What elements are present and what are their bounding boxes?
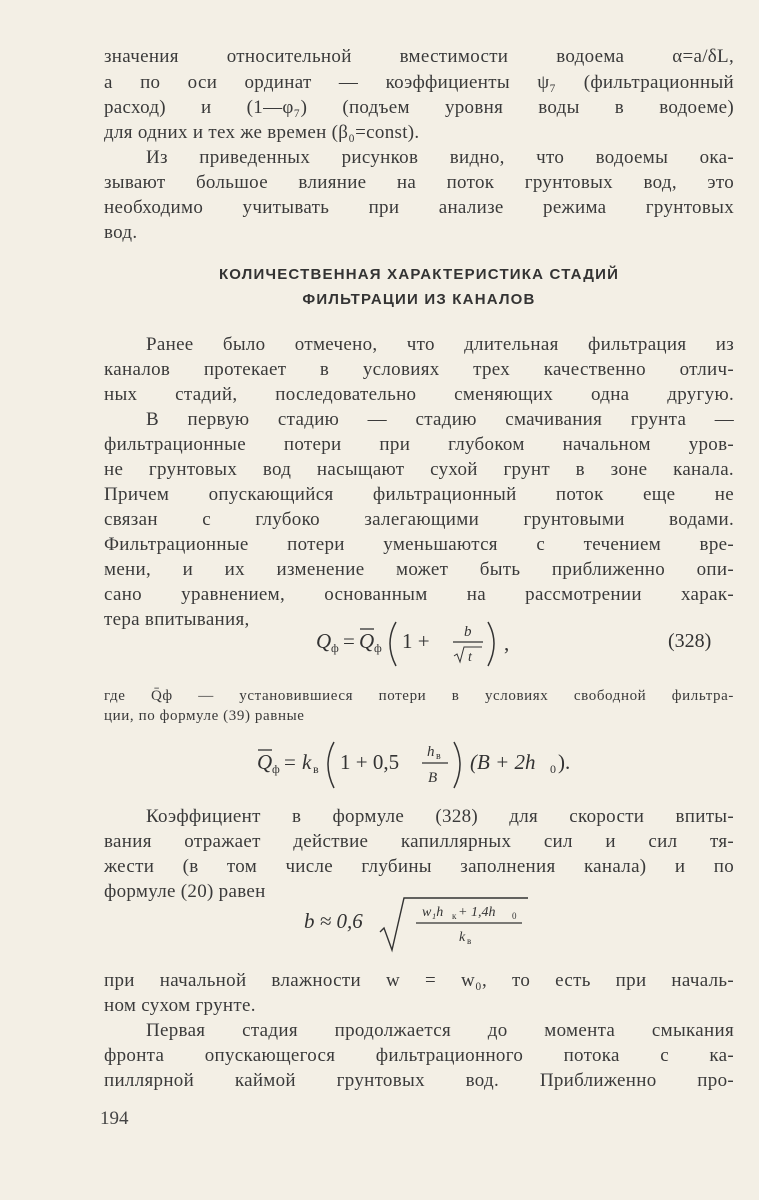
text-line: В первую стадию — стадию смачивания грунта — [146, 409, 734, 430]
text-line: каналов протекает в условиях трех качественно отлич- [104, 359, 734, 380]
eq2-lhs-sub: ф [272, 762, 280, 776]
eq-rhs-q: Q [359, 629, 375, 653]
text-line: при начальной влажности w = w₀, то есть при началь- [104, 970, 734, 991]
text-line: тера впитывания, [104, 609, 250, 630]
eq2-sign: = [284, 750, 296, 774]
text-line: Ранее было отмечено, что длительная фильтрация из [146, 334, 734, 355]
eq3-den: k [459, 930, 466, 945]
eq2-k-sub: в [313, 762, 319, 776]
equation-328 [300, 612, 540, 674]
eq2-one-plus: 1 + 0,5 [340, 750, 400, 774]
eq2-tail-end: ). [558, 750, 571, 774]
frac-num: b [464, 624, 472, 640]
eq2-k: k [302, 750, 312, 774]
text-line: вод. [104, 222, 138, 243]
text-line: зывают большое влияние на поток грунтовых вод, это [104, 172, 734, 193]
sqrt-sign [380, 898, 528, 950]
text-line: расход) и (1—φ₇) (подъем уровня воды в водоеме) [104, 97, 734, 118]
text-line: не грунтовых вод насыщают сухой грунт в зоне канала. [104, 459, 734, 480]
one-plus: 1 + [402, 629, 430, 653]
text-line: для одних и тех же времен (β₀=const). [104, 122, 420, 143]
equation-number: (328) [668, 630, 712, 652]
equation-b [296, 892, 546, 954]
eq3-num-sub: к [452, 911, 457, 921]
eq-rhs-sub: ф [374, 641, 382, 655]
eq3-num-tail: + 1,4h [458, 905, 496, 920]
text-line: сано уравнением, основанным на рассмотрении харак- [104, 584, 734, 605]
text-line: ных стадий, последовательно сменяющих одна другую. [104, 384, 734, 405]
text-line: необходимо учитывать при анализе режима грунтовых [104, 197, 734, 218]
eq2-tail-sub: 0 [550, 762, 556, 776]
eq2-num: h [427, 744, 435, 760]
eq3-den-sub: в [467, 936, 472, 946]
right-paren [488, 622, 494, 666]
text-line: вания отражает действие капиллярных сил и сил тя- [104, 831, 734, 852]
text-line: значения относительной вместимости водоема α=a/δL, [104, 46, 734, 67]
eq-comma: , [504, 631, 510, 655]
eq3-lhs: b ≈ 0,6 [304, 909, 363, 933]
text-line: Из приведенных рисунков видно, что водоемы ока- [146, 147, 734, 168]
text-line: фронта опускающегося фильтрационного потока с ка- [104, 1045, 734, 1066]
section-heading: ФИЛЬТРАЦИИ ИЗ КАНАЛОВ [302, 291, 536, 308]
eq2-tail: (B + 2h [470, 750, 536, 774]
text-line: а по оси ординат — коэффициенты ψ₇ (фильтрационный [104, 72, 734, 93]
text-line: жести (в том числе глубины заполнения канала) и по [104, 856, 734, 877]
eq3-num: w₁h [422, 905, 444, 920]
small-text-line: ции, по формуле (39) равные [104, 708, 305, 724]
eq-lhs-sub: ф [331, 641, 339, 655]
page-number: 194 [100, 1108, 129, 1129]
frac-den: t [468, 650, 472, 665]
left-paren [390, 622, 396, 666]
eq2-lhs: Q [257, 750, 273, 774]
right-paren [454, 742, 460, 788]
eq2-num-sub: в [436, 751, 441, 762]
eq3-num-tail-sub: 0 [512, 911, 517, 921]
text-line: мени, и их изменение может быть приближенно опи- [104, 559, 734, 580]
text-line: формуле (20) равен [104, 881, 266, 902]
text-line: Первая стадия продолжается до момента смыкания [146, 1020, 734, 1041]
left-paren [328, 742, 334, 788]
text-line: связан с глубоко залегающими грунтовыми водами. [104, 509, 734, 530]
eq2-den: B [428, 770, 438, 786]
eq-lhs: Q [316, 629, 332, 653]
equation-qf [250, 732, 590, 796]
section-heading: КОЛИЧЕСТВЕННАЯ ХАРАКТЕРИСТИКА СТАДИЙ [218, 266, 620, 283]
text-line: Причем опускающийся фильтрационный поток еще не [104, 484, 734, 505]
eq-sign: = [343, 629, 355, 653]
text-line: Коэффициент в формуле (328) для скорости впиты- [146, 806, 734, 827]
text-line: ном сухом грунте. [104, 995, 256, 1016]
text-line: фильтрационные потери при глубоком начальном уров- [104, 434, 734, 455]
small-text-line: где Q̄ф — установившиеся потери в условиях свободной фильтра- [104, 688, 734, 704]
text-line: пиллярной каймой грунтовых вод. Приближенно про- [104, 1070, 734, 1091]
text-line: Фильтрационные потери уменьшаются с течением вре- [104, 534, 734, 555]
